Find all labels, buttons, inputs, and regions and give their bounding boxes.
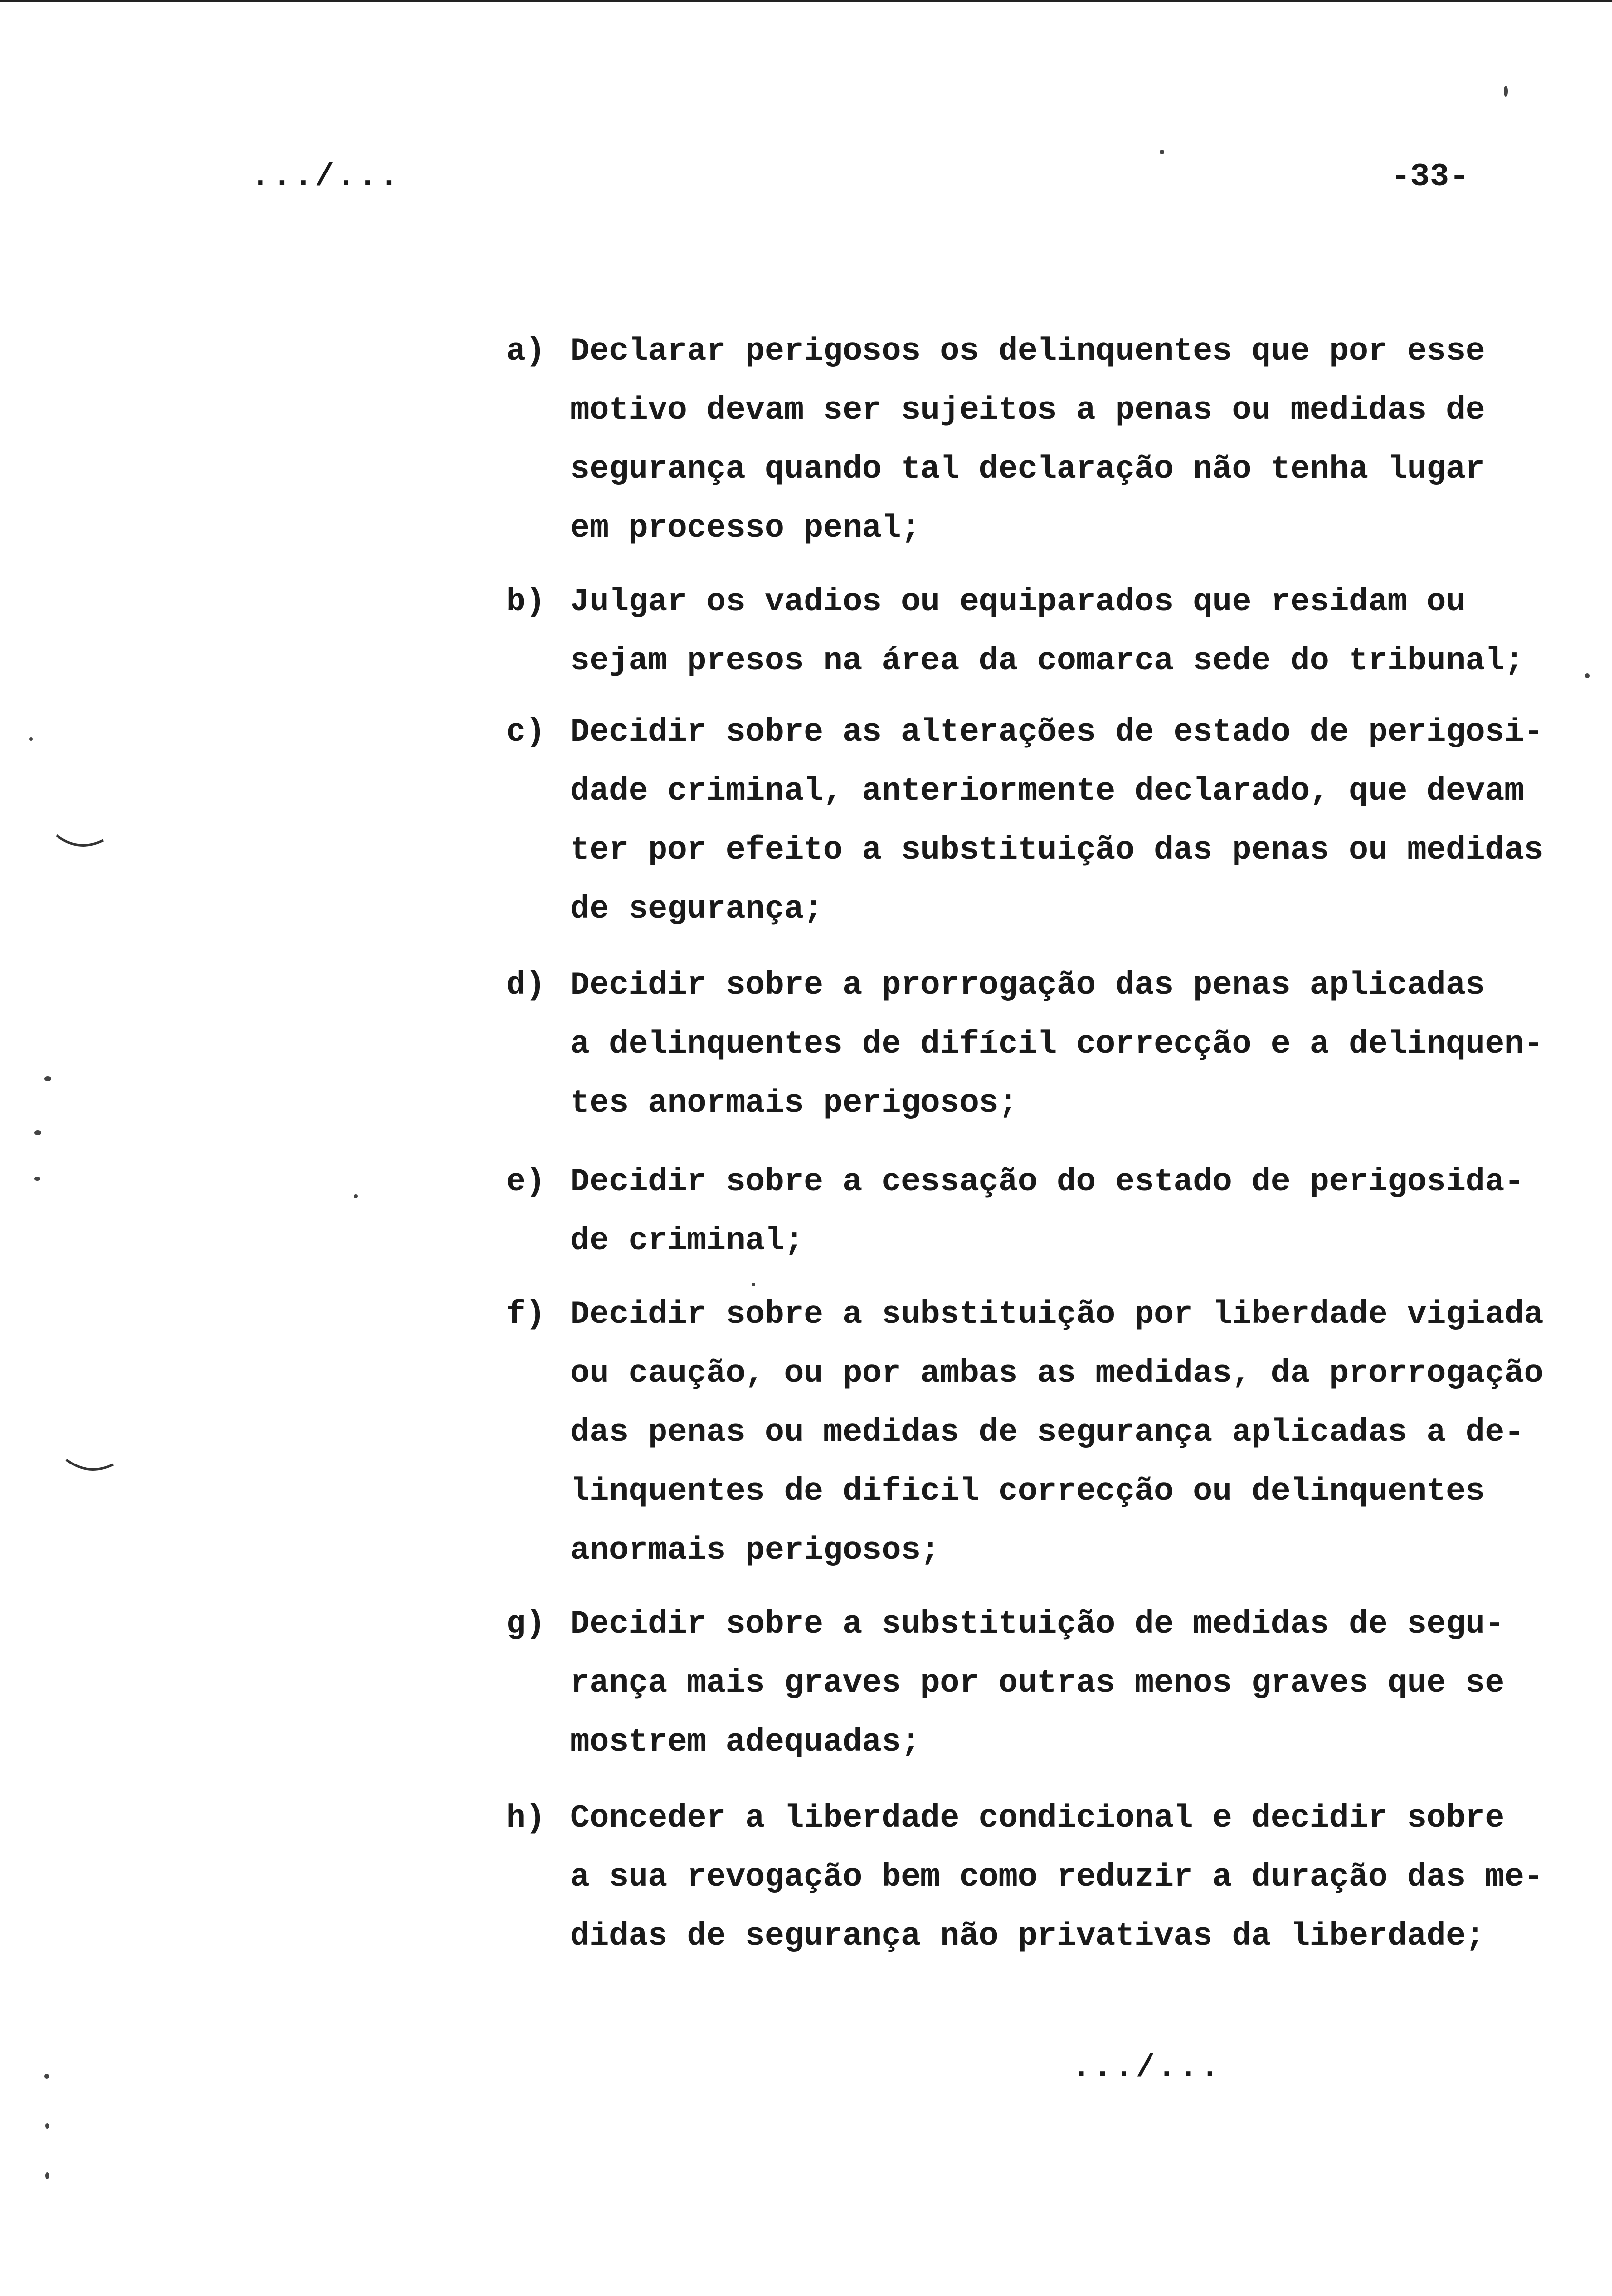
item-text-line: Conceder a liberdade condicional e decidir sobre bbox=[570, 1800, 1505, 1837]
item-text-line: mostrem adequadas; bbox=[570, 1723, 921, 1760]
margin-punch-mark bbox=[64, 1455, 118, 1484]
item-text-line: Decidir sobre a prorrogação das penas aplicadas bbox=[570, 967, 1485, 1004]
item-text-line: a sua revogação bem como reduzir a duração das me- bbox=[570, 1859, 1544, 1895]
item-text-line: em processo penal; bbox=[570, 510, 921, 546]
item-text-line: motivo devam ser sujeitos a penas ou medidas de bbox=[570, 392, 1485, 429]
item-text-line: das penas ou medidas de segurança aplicadas a de- bbox=[570, 1414, 1524, 1451]
scan-speck bbox=[45, 2123, 49, 2129]
scan-speck bbox=[1160, 150, 1164, 154]
item-text-line: Decidir sobre as alterações de estado de perigosi- bbox=[570, 714, 1544, 750]
item-label: e) bbox=[506, 1163, 546, 1200]
item-text-line: didas de segurança não privativas da liberdade; bbox=[570, 1918, 1485, 1954]
scan-speck bbox=[44, 1076, 51, 1081]
scan-speck bbox=[354, 1194, 358, 1198]
item-text-line: rança mais graves por outras menos graves que se bbox=[570, 1665, 1505, 1701]
scan-speck bbox=[29, 737, 33, 741]
item-label: f) bbox=[506, 1296, 546, 1333]
item-label: a) bbox=[506, 333, 546, 370]
scan-speck bbox=[45, 2172, 49, 2179]
continuation-marker-bottom: .../... bbox=[1071, 2049, 1222, 2086]
item-label: g) bbox=[506, 1606, 546, 1642]
item-text-line: anormais perigosos; bbox=[570, 1532, 940, 1569]
item-text-line: dade criminal, anteriormente declarado, que devam bbox=[570, 773, 1524, 809]
item-text-line: de segurança; bbox=[570, 890, 823, 927]
page-number: -33- bbox=[1391, 158, 1469, 195]
scan-speck bbox=[752, 1283, 755, 1286]
item-text-line: linquentes de dificil correcção ou delinquentes bbox=[570, 1473, 1485, 1510]
item-text-line: sejam presos na área da comarca sede do tribunal; bbox=[570, 642, 1524, 679]
item-text-line: tes anormais perigosos; bbox=[570, 1085, 1018, 1121]
item-label: d) bbox=[506, 967, 546, 1004]
item-text-line: Julgar os vadios ou equiparados que residam ou bbox=[570, 583, 1466, 620]
item-label: b) bbox=[506, 583, 546, 620]
item-text-line: Decidir sobre a substituição por liberdade vigiada bbox=[570, 1296, 1544, 1333]
item-text-line: Decidir sobre a cessação do estado de perigosida- bbox=[570, 1163, 1524, 1200]
item-text-line: de criminal; bbox=[570, 1222, 804, 1259]
item-text-line: Decidir sobre a substituição de medidas de segu- bbox=[570, 1606, 1505, 1642]
item-text-line: segurança quando tal declaração não tenha lugar bbox=[570, 451, 1485, 488]
item-text-line: a delinquentes de difícil correcção e a delinquen- bbox=[570, 1026, 1544, 1062]
scan-speck bbox=[34, 1130, 41, 1135]
continuation-marker-top: .../... bbox=[251, 158, 401, 195]
item-text-line: ter por efeito a substituição das penas ou medidas bbox=[570, 832, 1544, 868]
scan-speck bbox=[1585, 673, 1590, 678]
margin-punch-mark bbox=[54, 831, 108, 860]
top-rule bbox=[0, 0, 1612, 2]
item-text-line: ou caução, ou por ambas as medidas, da prorrogação bbox=[570, 1355, 1544, 1392]
scan-speck bbox=[1504, 86, 1508, 97]
item-label: c) bbox=[506, 714, 546, 750]
item-text-line: Declarar perigosos os delinquentes que por esse bbox=[570, 333, 1485, 370]
item-label: h) bbox=[506, 1800, 546, 1837]
scan-speck bbox=[34, 1177, 40, 1181]
scan-speck bbox=[44, 2074, 49, 2079]
